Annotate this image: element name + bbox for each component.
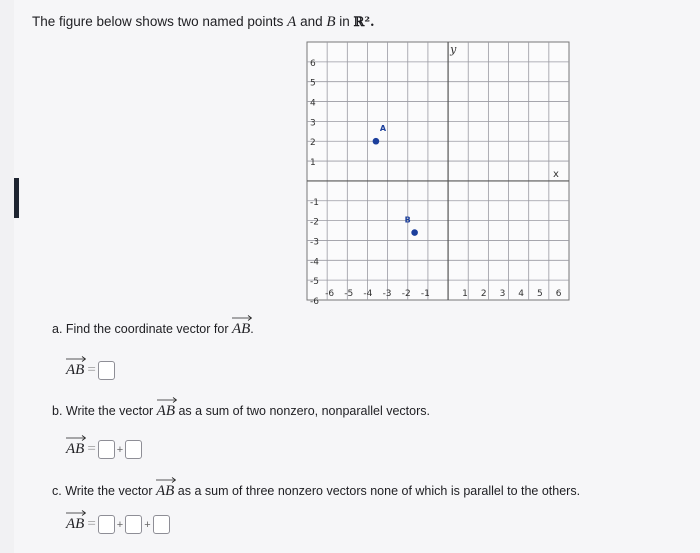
part-b-question: [52, 403, 430, 420]
part-b-text-after: as a sum of two nonzero, nonparallel vectors.: [175, 404, 430, 418]
part-c-vec-label: AB: [155, 483, 175, 499]
y-tick-label: -6: [310, 297, 319, 306]
intro-and: and: [296, 14, 327, 29]
part-c-answer-input-2[interactable]: [125, 515, 142, 534]
answer-c-lhs-label: AB: [66, 516, 85, 532]
x-tick-label: 6: [555, 289, 562, 299]
y-tick-label: -3: [310, 237, 319, 248]
point-a-label: A: [379, 124, 387, 134]
part-c-question: [52, 483, 580, 500]
plus-sign: +: [116, 443, 124, 456]
part-a-end: .: [250, 322, 254, 336]
part-a-vec-label: AB: [231, 321, 251, 337]
x-tick-label: -1: [420, 289, 430, 299]
x-tick-label: -2: [401, 289, 411, 299]
x-tick-label: 4: [518, 289, 525, 299]
y-tick-label: 3: [310, 118, 316, 129]
x-tick-label: -5: [344, 289, 354, 299]
intro-point-a: A: [287, 14, 297, 30]
equals-sign: =: [87, 516, 96, 532]
part-b-answer-input-2[interactable]: [125, 440, 142, 459]
part-b-answer-input-1[interactable]: [98, 440, 115, 459]
part-b-vector: [157, 403, 175, 420]
point-b: [411, 229, 418, 236]
answer-a-lhs-label: AB: [66, 362, 85, 378]
answer-b-lhs-label: AB: [66, 441, 85, 457]
point-b-label: B: [404, 215, 411, 225]
intro-point-b: B: [326, 14, 336, 30]
part-a-vector: [232, 321, 250, 338]
graph-svg: [304, 40, 574, 306]
plus-sign: +: [116, 518, 124, 531]
graph-frame: [307, 42, 569, 300]
part-c-vector: [156, 483, 174, 500]
y-tick-label: -1: [310, 197, 319, 208]
y-tick-label: 2: [310, 138, 316, 149]
x-tick-label: 2: [480, 289, 487, 299]
left-edge-bar: [14, 178, 19, 218]
equals-sign: =: [87, 441, 96, 457]
part-c-text-after: as a sum of three nonzero vectors none of which is parallel to the others.: [174, 484, 581, 498]
part-c-text-before: c. Write the vector: [52, 484, 156, 498]
part-a-question: [52, 321, 254, 338]
coordinate-graph: [304, 40, 574, 311]
vector-arrow-icon: [156, 477, 176, 483]
plus-sign: +: [144, 518, 151, 531]
answer-a-lhs: [66, 362, 84, 379]
x-tick-label: 5: [537, 289, 543, 299]
x-axis-label: x: [553, 168, 559, 180]
vector-arrow-icon: [232, 315, 252, 321]
vector-arrow-icon: [157, 397, 177, 403]
y-tick-label: -5: [310, 277, 319, 288]
point-a: [373, 138, 380, 145]
equals-sign: =: [87, 362, 96, 378]
x-tick-label: -3: [382, 289, 392, 299]
x-tick-label: 3: [499, 289, 506, 299]
vector-arrow-icon: [66, 510, 86, 516]
y-tick-label: 6: [310, 58, 316, 69]
x-tick-label: 1: [462, 289, 468, 299]
part-b-text-before: b. Write the vector: [52, 404, 157, 418]
part-b-answer-row: [66, 440, 142, 459]
vector-arrow-icon: [66, 435, 86, 441]
intro-in: in: [335, 14, 354, 29]
intro-space: ℝ².: [353, 15, 375, 30]
part-c-answer-input-3[interactable]: [153, 515, 170, 534]
answer-c-lhs: [66, 516, 84, 533]
x-tick-label: -6: [325, 289, 335, 299]
y-axis-label: y: [450, 43, 457, 56]
part-a-answer-row: [66, 361, 115, 380]
part-c-answer-row: [66, 515, 170, 534]
intro-text: [32, 14, 375, 31]
y-tick-label: -4: [310, 257, 319, 268]
y-tick-label: 4: [310, 98, 316, 109]
y-tick-label: -2: [310, 217, 319, 228]
question-page: [14, 0, 700, 553]
part-a-text: a. Find the coordinate vector for: [52, 322, 232, 336]
part-b-vec-label: AB: [156, 403, 175, 419]
y-tick-label: 1: [310, 158, 316, 169]
x-tick-label: -4: [363, 289, 373, 299]
y-tick-label: 5: [310, 78, 316, 89]
part-c-answer-input-1[interactable]: [98, 515, 115, 534]
vector-arrow-icon: [66, 356, 86, 362]
intro-prefix: The figure below shows two named points: [32, 14, 288, 29]
part-a-answer-input[interactable]: [98, 361, 115, 380]
answer-b-lhs: [66, 441, 84, 458]
